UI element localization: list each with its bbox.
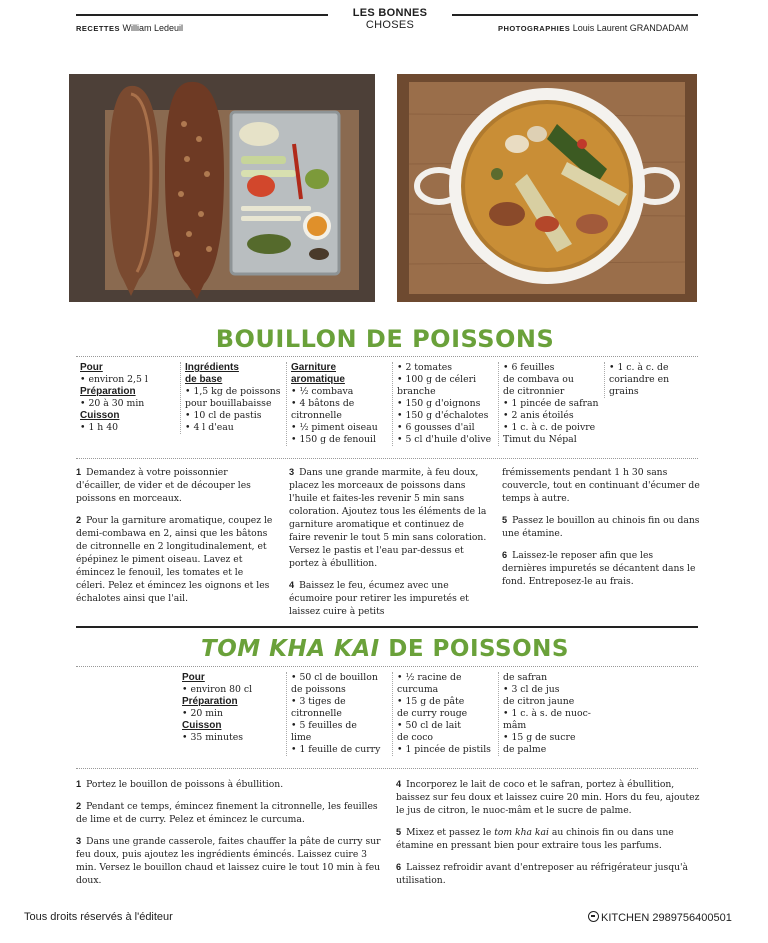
step-number: 2 xyxy=(76,801,82,811)
recipe-step xyxy=(396,778,700,817)
step-text: Passez le bouillon au chinois fin ou dans une étamine. xyxy=(502,515,700,539)
step-text: Pendant ce temps, émincez finement la citronnelle, les feuilles de lime et de curry. Pelez et émincez le curcuma. xyxy=(76,801,378,825)
recipe-step xyxy=(76,466,274,505)
ingredient-line: • 150 g d'oignons xyxy=(397,398,481,409)
section-title xyxy=(330,7,450,31)
ingredient-column xyxy=(286,672,388,756)
kitchen-logo-icon xyxy=(588,911,599,922)
ingredient-line: • 1,5 kg de poissons xyxy=(185,386,281,397)
ingredient-line: • 1 c. à c. de xyxy=(609,362,669,373)
step-number: 2 xyxy=(76,515,82,525)
recipe-step xyxy=(289,466,487,570)
ingredient-heading: Pour xyxy=(80,362,103,373)
step-text: Laissez-le reposer afin que les dernières impuretés se décantent dans le fond. Entreposez-le au frais. xyxy=(502,550,696,587)
header-rule-right xyxy=(452,14,698,16)
recipe-step xyxy=(76,800,386,826)
footer-brand-text: KITCHEN 2989756400501 xyxy=(601,912,732,924)
recipes-label: RECETTES xyxy=(76,24,121,33)
ingredient-line: • 1 feuille de curry xyxy=(291,744,381,755)
section-title-bold: LES BONNES xyxy=(352,7,428,19)
step-number: 3 xyxy=(289,467,295,477)
ingredient-heading: aromatique xyxy=(291,374,345,385)
ingredient-line: • 3 cl de jus xyxy=(503,684,560,695)
ingredient-line: • 5 cl d'huile d'olive xyxy=(397,434,492,445)
ingredient-line: • 2 tomates xyxy=(397,362,453,373)
ingredient-line: • 1 c. à c. de poivre xyxy=(503,422,596,433)
ingredient-column xyxy=(392,362,494,446)
ingredient-column xyxy=(498,672,600,756)
recipe-step xyxy=(502,466,700,505)
recipe1-rule-top xyxy=(76,356,698,357)
ingredient-line: • 50 cl de bouillon xyxy=(291,672,378,683)
ingredient-line: • 1 pincée de pistils xyxy=(397,744,491,755)
recipe-step xyxy=(76,514,274,605)
step-number: 4 xyxy=(289,580,295,590)
recipe1-steps-col1 xyxy=(76,466,274,614)
ingredient-line: de coco xyxy=(397,732,434,743)
ingredient-column xyxy=(178,672,282,744)
ingredient-line: • 20 à 30 min xyxy=(80,398,145,409)
ingredient-line: • ½ combava xyxy=(291,386,354,397)
step-number: 1 xyxy=(76,467,82,477)
rights-notice: Tous droits réservés à l'éditeur xyxy=(24,911,173,923)
step-number: 3 xyxy=(76,836,82,846)
ingredient-line: de citron jaune xyxy=(503,696,575,707)
ingredient-line: • 35 minutes xyxy=(182,732,243,743)
ingredient-line: • 15 g de sucre xyxy=(503,732,576,743)
ingredient-line: curcuma xyxy=(397,684,439,695)
ingredient-column xyxy=(180,362,282,434)
step-text: au chinois fin ou dans une étamine en pressant bien pour extraire tous les parfums. xyxy=(396,827,674,851)
ingredient-line: • 5 feuilles de xyxy=(291,720,357,731)
recipe1-title: BOUILLON DE POISSONS xyxy=(215,325,555,353)
recipe-step xyxy=(396,826,700,852)
ingredient-line: de combava ou xyxy=(503,374,574,385)
soup-pot-photo xyxy=(397,74,697,302)
ingredient-line: mâm xyxy=(503,720,527,731)
step-number: 5 xyxy=(396,827,402,837)
step-text: frémissements pendant 1 h 30 sans couvercle, tout en continuant d'écumer de temps à autre. xyxy=(502,467,700,504)
ingredient-line: coriandre en grains xyxy=(609,374,670,397)
photos-label: PHOTOGRAPHIES xyxy=(498,24,571,33)
step-text: Baissez le feu, écumez avec une écumoire pour retirer les impuretés et laissez cuire à petits xyxy=(289,580,469,617)
ingredient-line: de palme xyxy=(503,744,547,755)
photos-author: Louis Laurent GRANDADAM xyxy=(572,23,689,33)
ingredient-heading: Ingrédients xyxy=(185,362,239,373)
step-text: Pour la garniture aromatique, coupez le demi-combawa en 2, ainsi que les bâtons de citronnelle en 2 longitudinalement, et épépinez le piment oiseau. Lavez et émincez le fenouil, les tomates et le céleri. Pelez et émincez les oignons et les échalotes ainsi que l'ail. xyxy=(76,515,273,604)
ingredient-line: • 3 tiges de xyxy=(291,696,346,707)
step-text: Demandez à votre poissonnier d'écailler, de vider et de découper les poissons en morceaux. xyxy=(76,467,251,504)
ingredient-line: • 150 g d'échalotes xyxy=(397,410,489,421)
ingredient-line: de citronnier xyxy=(503,386,565,397)
raw-ingredients-photo xyxy=(69,74,375,302)
ingredient-line: • 50 cl de lait xyxy=(397,720,461,731)
section-title-light: CHOSES xyxy=(365,19,415,31)
ingredient-heading: Cuisson xyxy=(80,410,120,421)
ingredient-line: • 150 g de fenouil xyxy=(291,434,376,445)
ingredient-heading: Cuisson xyxy=(182,720,222,731)
ingredient-line: de curry rouge xyxy=(397,708,468,719)
ingredient-line: de poissons xyxy=(291,684,346,695)
ingredient-heading: de base xyxy=(185,374,223,385)
step-text: Mixez et passez le xyxy=(406,827,495,838)
step-number: 4 xyxy=(396,779,402,789)
ingredient-column xyxy=(604,362,700,398)
step-text: Dans une grande casserole, faites chauffer la pâte de curry sur feu doux, puis ajoutez les ingrédients émincés. Laissez cuire 3 min. Versez le bouillon chaud et laissez cuire le tout 10 min à feu doux. xyxy=(76,836,381,886)
recipes-author: William Ledeuil xyxy=(122,23,184,33)
ingredient-line: • 6 gousses d'ail xyxy=(397,422,475,433)
recipe2-steps-col2 xyxy=(396,778,700,896)
ingredient-line: • ½ racine de xyxy=(397,672,462,683)
ingredient-line: lime xyxy=(291,732,312,743)
ingredient-column xyxy=(392,672,494,756)
ingredient-line: • 4 bâtons de xyxy=(291,398,355,409)
ingredient-line: • ½ piment oiseau xyxy=(291,422,378,433)
recipes-credit xyxy=(76,23,183,33)
ingredient-line: pour bouillabaisse xyxy=(185,398,272,409)
ingredient-heading: Garniture xyxy=(291,362,337,373)
ingredient-heading: Pour xyxy=(182,672,205,683)
ingredient-line: • environ 2,5 l xyxy=(80,374,148,385)
recipe2-title-italic: TOM KHA KAI xyxy=(201,636,380,662)
recipe-step xyxy=(502,549,700,588)
ingredient-line: • 6 feuilles xyxy=(503,362,555,373)
ingredient-line: • 1 pincée de safran xyxy=(503,398,599,409)
recipe-step xyxy=(76,778,386,791)
ingredient-heading: Préparation xyxy=(182,696,238,707)
ingredient-line: • environ 80 cl xyxy=(182,684,253,695)
ingredient-line: de safran xyxy=(503,672,548,683)
photos-credit xyxy=(498,23,688,33)
recipe-step xyxy=(76,835,386,887)
header-rule-left xyxy=(76,14,328,16)
ingredient-line: • 4 l d'eau xyxy=(185,422,234,433)
ingredient-line: citronnelle xyxy=(291,410,342,421)
step-number: 6 xyxy=(502,550,508,560)
step-text: tom kha kai xyxy=(494,827,549,838)
raw-ingredients-illustration xyxy=(69,74,375,302)
recipe-separator xyxy=(76,626,698,628)
soup-pot-illustration xyxy=(397,74,697,302)
recipe-step xyxy=(502,514,700,540)
recipe2-title xyxy=(70,636,700,662)
recipe1-rule-bottom xyxy=(76,458,698,459)
step-text: Portez le bouillon de poissons à ébullition. xyxy=(86,779,284,790)
ingredient-column xyxy=(286,362,388,446)
ingredient-heading: Préparation xyxy=(80,386,136,397)
ingredient-line: • 1 c. à s. de nuoc- xyxy=(503,708,591,719)
step-number: 1 xyxy=(76,779,82,789)
ingredient-column xyxy=(76,362,176,434)
recipe2-title-rest: DE POISSONS xyxy=(379,636,569,662)
footer-brand xyxy=(588,911,732,924)
ingredient-column xyxy=(498,362,600,446)
recipe1-steps-col2 xyxy=(289,466,487,627)
step-number: 6 xyxy=(396,862,402,872)
recipe2-rule-bottom xyxy=(76,768,698,769)
ingredient-line: • 100 g de céleri xyxy=(397,374,477,385)
ingredient-line: branche xyxy=(397,386,436,397)
step-text: Laissez refroidir avant d'entreposer au réfrigérateur jusqu'à utilisation. xyxy=(396,862,689,886)
step-number: 5 xyxy=(502,515,508,525)
ingredient-line: • 10 cl de pastis xyxy=(185,410,262,421)
ingredient-line: • 1 h 40 xyxy=(80,422,119,433)
ingredient-line: • 2 anis étoilés xyxy=(503,410,574,421)
recipe2-rule-top xyxy=(76,666,698,667)
ingredient-line: citronnelle xyxy=(291,708,342,719)
ingredient-line: • 15 g de pâte xyxy=(397,696,465,707)
step-text: Incorporez le lait de coco et le safran, portez à ébullition, baissez sur feu doux et laissez cuire 20 min. Hors du feu, ajoutez le jus de citron, le nuoc-mâm et le sucre de palme. xyxy=(396,779,700,816)
recipe-step xyxy=(396,861,700,887)
recipe-step xyxy=(289,579,487,618)
step-text: Dans une grande marmite, à feu doux, placez les morceaux de poissons dans l'huile et faites-les revenir 5 min sans coloration. Ajoutez tous les éléments de la garniture aromatique et continuez de faire revenir le tout 5 min sans coloration. Versez le pastis et l'eau par-dessus et portez à ébullition. xyxy=(289,467,487,569)
ingredient-line: Timut du Népal xyxy=(503,434,577,445)
recipe2-steps-col1 xyxy=(76,778,386,896)
ingredient-line: • 20 min xyxy=(182,708,224,719)
recipe1-steps-col3 xyxy=(502,466,700,597)
